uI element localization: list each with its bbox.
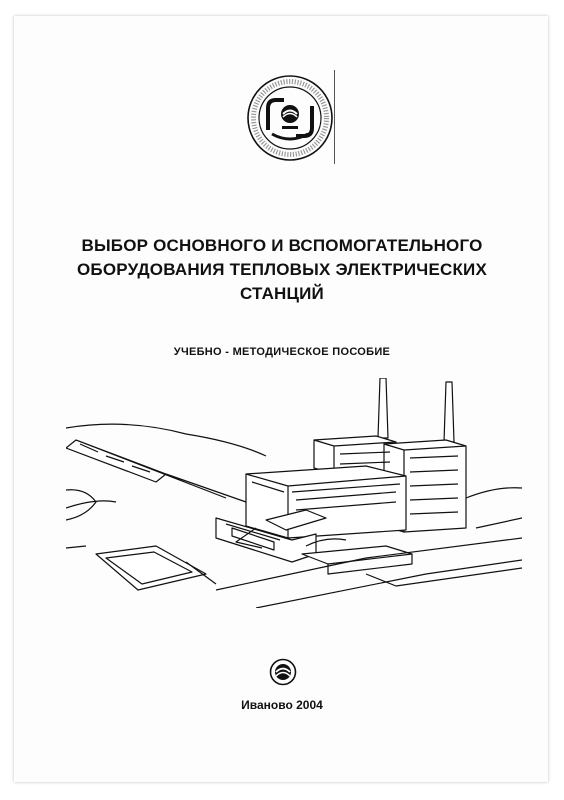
title-line-1: ВЫБОР ОСНОВНОГО И ВСПОМОГАТЕЛЬНОГО bbox=[81, 236, 483, 255]
power-plant-illustration bbox=[66, 378, 522, 608]
publisher-logo-icon bbox=[269, 658, 297, 686]
document-subtitle: УЧЕБНО - МЕТОДИЧЕСКОЕ ПОСОБИЕ bbox=[173, 346, 391, 358]
imprint-city-year: Иваново 2004 bbox=[241, 698, 323, 712]
university-seal-icon bbox=[246, 74, 334, 162]
title-line-3: СТАНЦИЙ bbox=[240, 284, 324, 303]
title-line-2: ОБОРУДОВАНИЯ ТЕПЛОВЫХ ЭЛЕКТРИЧЕСКИХ bbox=[77, 260, 487, 279]
document-title bbox=[0, 234, 564, 306]
header-divider bbox=[334, 70, 335, 164]
